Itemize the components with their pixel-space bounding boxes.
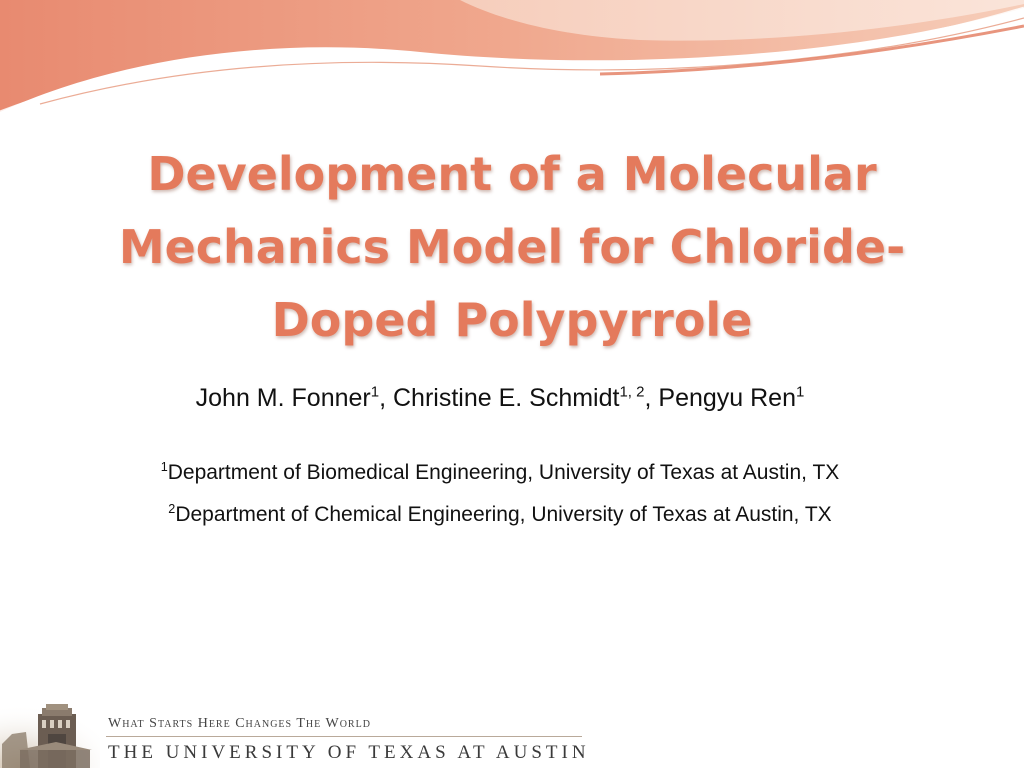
affiliation-text: Department of Chemical Engineering, University of Texas at Austin, TX [175, 503, 832, 526]
slide-title [40, 138, 984, 357]
author-separator: , [644, 384, 659, 412]
author-affiliation-marker: 1 [370, 383, 380, 401]
title-line: Doped Polypyrrole [271, 293, 753, 347]
header-swoosh-decoration [0, 0, 1024, 130]
author-affiliation-marker: 1 [796, 383, 805, 401]
affiliation-marker: 2 [168, 502, 176, 516]
author-name: Pengyu Ren [658, 384, 796, 412]
author-name: Christine E. Schmidt [392, 384, 620, 412]
footer-branding [0, 704, 600, 768]
affiliation-2 [0, 503, 1000, 527]
affiliation-1 [0, 461, 1000, 485]
footer-divider [106, 736, 582, 737]
university-motto: What Starts Here Changes The World [108, 716, 371, 731]
affiliation-text: Department of Biomedical Engineering, University of Texas at Austin, TX [167, 461, 840, 484]
author-name: John M. Fonner [195, 384, 371, 412]
ut-tower-icon [0, 704, 100, 768]
title-line: Development of a Molecular [147, 147, 877, 201]
author-list [0, 384, 1000, 413]
affiliation-marker: 1 [160, 460, 168, 474]
author-separator: , [379, 384, 393, 412]
university-wordmark: THE UNIVERSITY OF TEXAS AT AUSTIN [108, 742, 590, 763]
author-affiliation-marker: 1, 2 [619, 383, 645, 401]
title-line: Mechanics Model for Chloride- [118, 220, 906, 274]
